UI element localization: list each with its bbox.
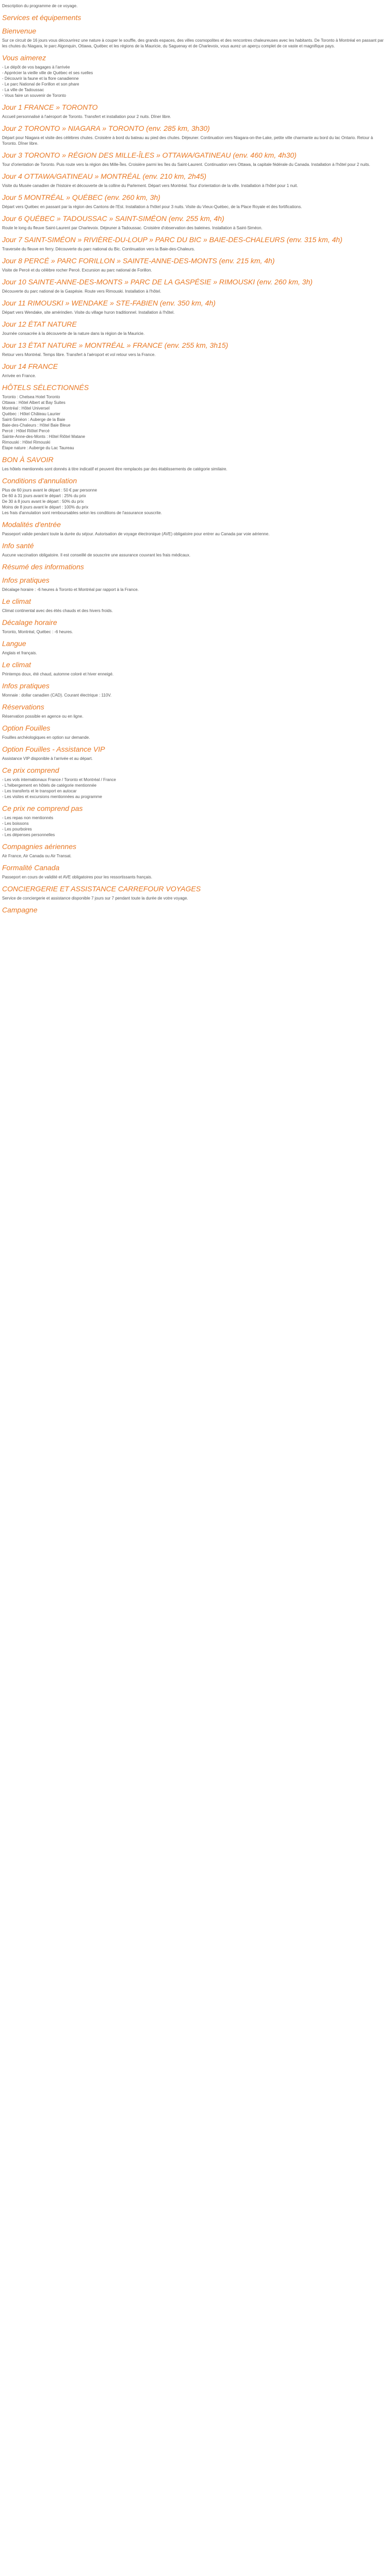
paragraph: Fouilles archéologiques en option sur demande. (2, 735, 90, 740)
paragraph: Anglais et français. (2, 651, 37, 655)
section-heading: Langue (2, 639, 26, 648)
list-item: Rimouski : Hôtel Rimouski (2, 440, 51, 445)
list-item: - Le dépôt de vos bagages à l'arrivée (2, 65, 70, 70)
list-item: Toronto : Chelsea Hotel Toronto (2, 395, 60, 399)
section-heading: Ce prix ne comprend pas (2, 804, 83, 812)
list-item: Montréal : Hôtel Universel (2, 406, 50, 411)
section-heading: Conditions d'annulation (2, 477, 77, 485)
section-heading: Infos pratiques (2, 576, 50, 584)
paragraph: Tour d'orientation de Toronto. Puis route vers la région des Mille-Îles. Croisière parmi les îles du Saint-Laurent. Continuation vers Ottawa, la capitale fédérale du Canada. Installation à l'hôtel pour 2 nuits. (2, 162, 370, 167)
section-heading: Jour 8 PERCÉ » PARC FORILLON » SAINTE-ANNE-DES-MONTS (env. 215 km, 4h) (2, 257, 275, 265)
paragraph: Climat continental avec des étés chauds et des hivers froids. (2, 608, 113, 613)
list-item: Percé : Hôtel Riôtel Percé (2, 429, 50, 433)
section-heading: Résumé des informations (2, 563, 84, 571)
section-heading: Jour 13 ÉTAT NATURE » MONTRÉAL » FRANCE (env. 255 km, 3h15) (2, 341, 229, 349)
section-heading: Jour 10 SAINTE-ANNE-DES-MONTS » PARC DE LA GASPÉSIE » RIMOUSKI (env. 260 km, 3h) (2, 278, 313, 286)
list-item: - Les visites et excursions mentionnées au programme (2, 794, 102, 799)
section-heading: Option Fouilles (2, 724, 51, 732)
list-item: Étape nature : Auberge du Lac Taureau (2, 446, 74, 450)
list-item: - Les vols internationaux France / Toronto et Montréal / France (2, 777, 116, 782)
list-item: Baie-des-Chaleurs : Hôtel Baie Bleue (2, 423, 71, 428)
list-item: - Découvrir la faune et la flore canadienne (2, 76, 79, 81)
section-heading: Option Fouilles - Assistance VIP (2, 745, 105, 753)
paragraph: Journée consacrée à la découverte de la nature dans la région de la Mauricie. (2, 331, 145, 336)
paragraph: Toronto, Montréal, Québec : -6 heures. (2, 630, 73, 634)
paragraph: Les hôtels mentionnés sont donnés à titre indicatif et peuvent être remplacés par des établissements de catégorie similaire. (2, 467, 227, 471)
list-item: Saint-Siméon : Auberge de la Baie (2, 417, 66, 422)
section-heading: Jour 7 SAINT-SIMÉON » RIVIÈRE-DU-LOUP » PARC DU BIC » BAIE-DES-CHALEURS (env. 315 km, 4h) (2, 235, 343, 244)
paragraph: Service de conciergerie et assistance disponible 7 jours sur 7 pendant toute la durée de votre voyage. (2, 896, 188, 901)
list-item: Québec : Hôtel Château Laurier (2, 412, 60, 416)
list-item: De 30 à 8 jours avant le départ : 50% du prix (2, 499, 84, 504)
list-item: - Apprécier la vieille ville de Québec et ses ruelles (2, 71, 93, 75)
paragraph: Accueil personnalisé à l'aéroport de Toronto. Transfert et installation pour 2 nuits. Dîner libre. (2, 114, 171, 119)
section-heading: Compagnies aériennes (2, 842, 76, 851)
list-item: Sainte-Anne-des-Monts : Hôtel Riôtel Matane (2, 434, 85, 439)
section-heading: Formalité Canada (2, 863, 60, 872)
paragraph: Visite du Musée canadien de l'histoire et découverte de la colline du Parlement. Départ vers Montréal. Tour d'orientation de la ville. Installation à l'hôtel pour 1 nuit. (2, 183, 298, 188)
paragraph: Réservation possible en agence ou en ligne. (2, 714, 84, 719)
section-heading: Info santé (2, 541, 34, 550)
paragraph: Air France, Air Canada ou Air Transat. (2, 854, 72, 858)
program-content (0, 26, 391, 901)
section-heading: Jour 11 RIMOUSKI » WENDAKE » STE-FABIEN (env. 350 km, 4h) (2, 299, 216, 307)
list-item: De 60 à 31 jours avant le départ : 25% du prix (2, 494, 86, 498)
section-heading: Jour 4 OTTAWA/GATINEAU » MONTRÉAL (env. 210 km, 2h45) (2, 172, 207, 180)
paragraph: Départ vers Québec en passant par la région des Cantons de l'Est. Installation à l'hôtel pour 3 nuits. Visite du Vieux-Québec, de la Place Royale et des fortifications. (2, 205, 302, 209)
section-heading: Jour 12 ÉTAT NATURE (2, 320, 77, 328)
paragraph: Retour vers Montréal. Temps libre. Transfert à l'aéroport et vol retour vers la France. (2, 352, 156, 357)
services-title: Services et équipements (2, 13, 82, 22)
list-item: Ottawa : Hôtel Albert at Bay Suites (2, 400, 66, 405)
paragraph: Décalage horaire : -6 heures à Toronto et Montréal par rapport à la France. (2, 587, 139, 592)
section-heading: Réservations (2, 703, 44, 711)
paragraph: Aucune vaccination obligatoire. Il est conseillé de souscrire une assurance couvrant les frais médicaux. (2, 553, 191, 557)
section-heading: Bienvenue (2, 27, 37, 35)
list-item: - Le parc National de Forillon et son phare (2, 82, 79, 87)
list-item: Plus de 60 jours avant le départ : 50 € par personne (2, 488, 97, 493)
paragraph: Monnaie : dollar canadien (CAD). Courant électrique : 110V. (2, 693, 112, 698)
section-heading: Le climat (2, 660, 31, 669)
list-item: - Les repas non mentionnés (2, 816, 54, 820)
list-item: - Les dépenses personnelles (2, 833, 55, 837)
section-heading: Décalage horaire (2, 618, 57, 626)
paragraph: Arrivée en France. (2, 374, 36, 378)
list-item: - La ville de Tadoussac (2, 88, 44, 92)
paragraph: Découverte du parc national de la Gaspésie. Route vers Rimouski. Installation à l'hôtel. (2, 289, 161, 294)
section-heading: CONCIERGERIE ET ASSISTANCE CARREFOUR VOYAGES (2, 885, 201, 893)
section-heading: Ce prix comprend (2, 766, 59, 774)
section-heading: Jour 3 TORONTO » RÉGION DES MILLE-ÎLES » OTTAWA/GATINEAU (env. 460 km, 4h30) (2, 151, 297, 159)
section-heading: Jour 6 QUÉBEC » TADOUSSAC » SAINT-SIMÉON (env. 255 km, 4h) (2, 214, 224, 223)
section-heading: BON À SAVOIR (2, 455, 54, 464)
section-heading: Jour 1 FRANCE » TORONTO (2, 103, 98, 111)
section-heading: Jour 14 FRANCE (2, 362, 58, 370)
paragraph: Printemps doux, été chaud, automne coloré et hiver enneigé. (2, 672, 114, 676)
list-item: - Les pourboires (2, 827, 32, 832)
campagne-title: Campagne (2, 906, 38, 914)
section-heading: HÔTELS SÉLECTIONNÉS (2, 383, 89, 392)
paragraph: Route le long du fleuve Saint-Laurent par Charlevoix. Déjeuner à Tadoussac. Croisière d'observation des baleines. Installation à Saint-Siméon. (2, 226, 263, 230)
section-heading: Infos pratiques (2, 682, 50, 690)
intro-line: Description du programme de ce voyage. (2, 4, 78, 8)
paragraph: Traversée du fleuve en ferry. Découverte du parc national du Bic. Continuation vers la Baie-des-Chaleurs. (2, 247, 195, 251)
section-heading: Jour 2 TORONTO » NIAGARA » TORONTO (env. 285 km, 3h30) (2, 124, 210, 132)
paragraph: Départ vers Wendake, site amérindien. Visite du village huron traditionnel. Installation à l'hôtel. (2, 310, 175, 315)
paragraph: Visite de Percé et du célèbre rocher Percé. Excursion au parc national de Forillon. (2, 268, 152, 273)
paragraph: Sur ce circuit de 16 jours vous découvrirez une nature à couper le souffle, des grands espaces, des villes cosmopolites et des rencontres chaleureuses avec les habitants. De Toronto à Montréal en passant par les chutes du Niagara, le parc Algonquin, Ottawa, Québec et les régions de la Mauricie, du Saguenay et de Charlevoix, vous aurez un aperçu complet de ce vaste et magnifique pays. (2, 38, 384, 48)
program-page (0, 0, 391, 914)
paragraph: Les frais d'annulation sont remboursables selon les conditions de l'assurance souscrite. (2, 511, 162, 515)
section-heading: Vous aimerez (2, 54, 46, 62)
section-heading: Jour 5 MONTRÉAL » QUÉBEC (env. 260 km, 3h) (2, 193, 160, 201)
paragraph: Passeport en cours de validité et AVE obligatoires pour les ressortissants français. (2, 875, 153, 879)
list-item: - Les transferts et le transport en autocar (2, 789, 77, 793)
paragraph: Assistance VIP disponible à l'arrivée et au départ. (2, 756, 93, 761)
paragraph: Départ pour Niagara et visite des célèbres chutes. Croisière à bord du bateau au pied des chutes. Déjeuner. Continuation vers Niagara-on-the-Lake, petite ville charmante au bord du lac Ontario. Retour à Toronto. Dîner libre. (2, 135, 373, 146)
list-item: - L'hébergement en hôtels de catégorie mentionnée (2, 783, 96, 788)
section-heading: Le climat (2, 597, 31, 605)
list-item: - Les boissons (2, 821, 29, 826)
list-item: - Vous faire un souvenir de Toronto (2, 93, 66, 98)
section-heading: Modalités d'entrée (2, 520, 61, 529)
list-item: Moins de 8 jours avant le départ : 100% du prix (2, 505, 89, 510)
paragraph: Passeport valide pendant toute la durée du séjour. Autorisation de voyage électronique (AVE) obligatoire pour entrer au Canada par voie aérienne. (2, 532, 270, 536)
